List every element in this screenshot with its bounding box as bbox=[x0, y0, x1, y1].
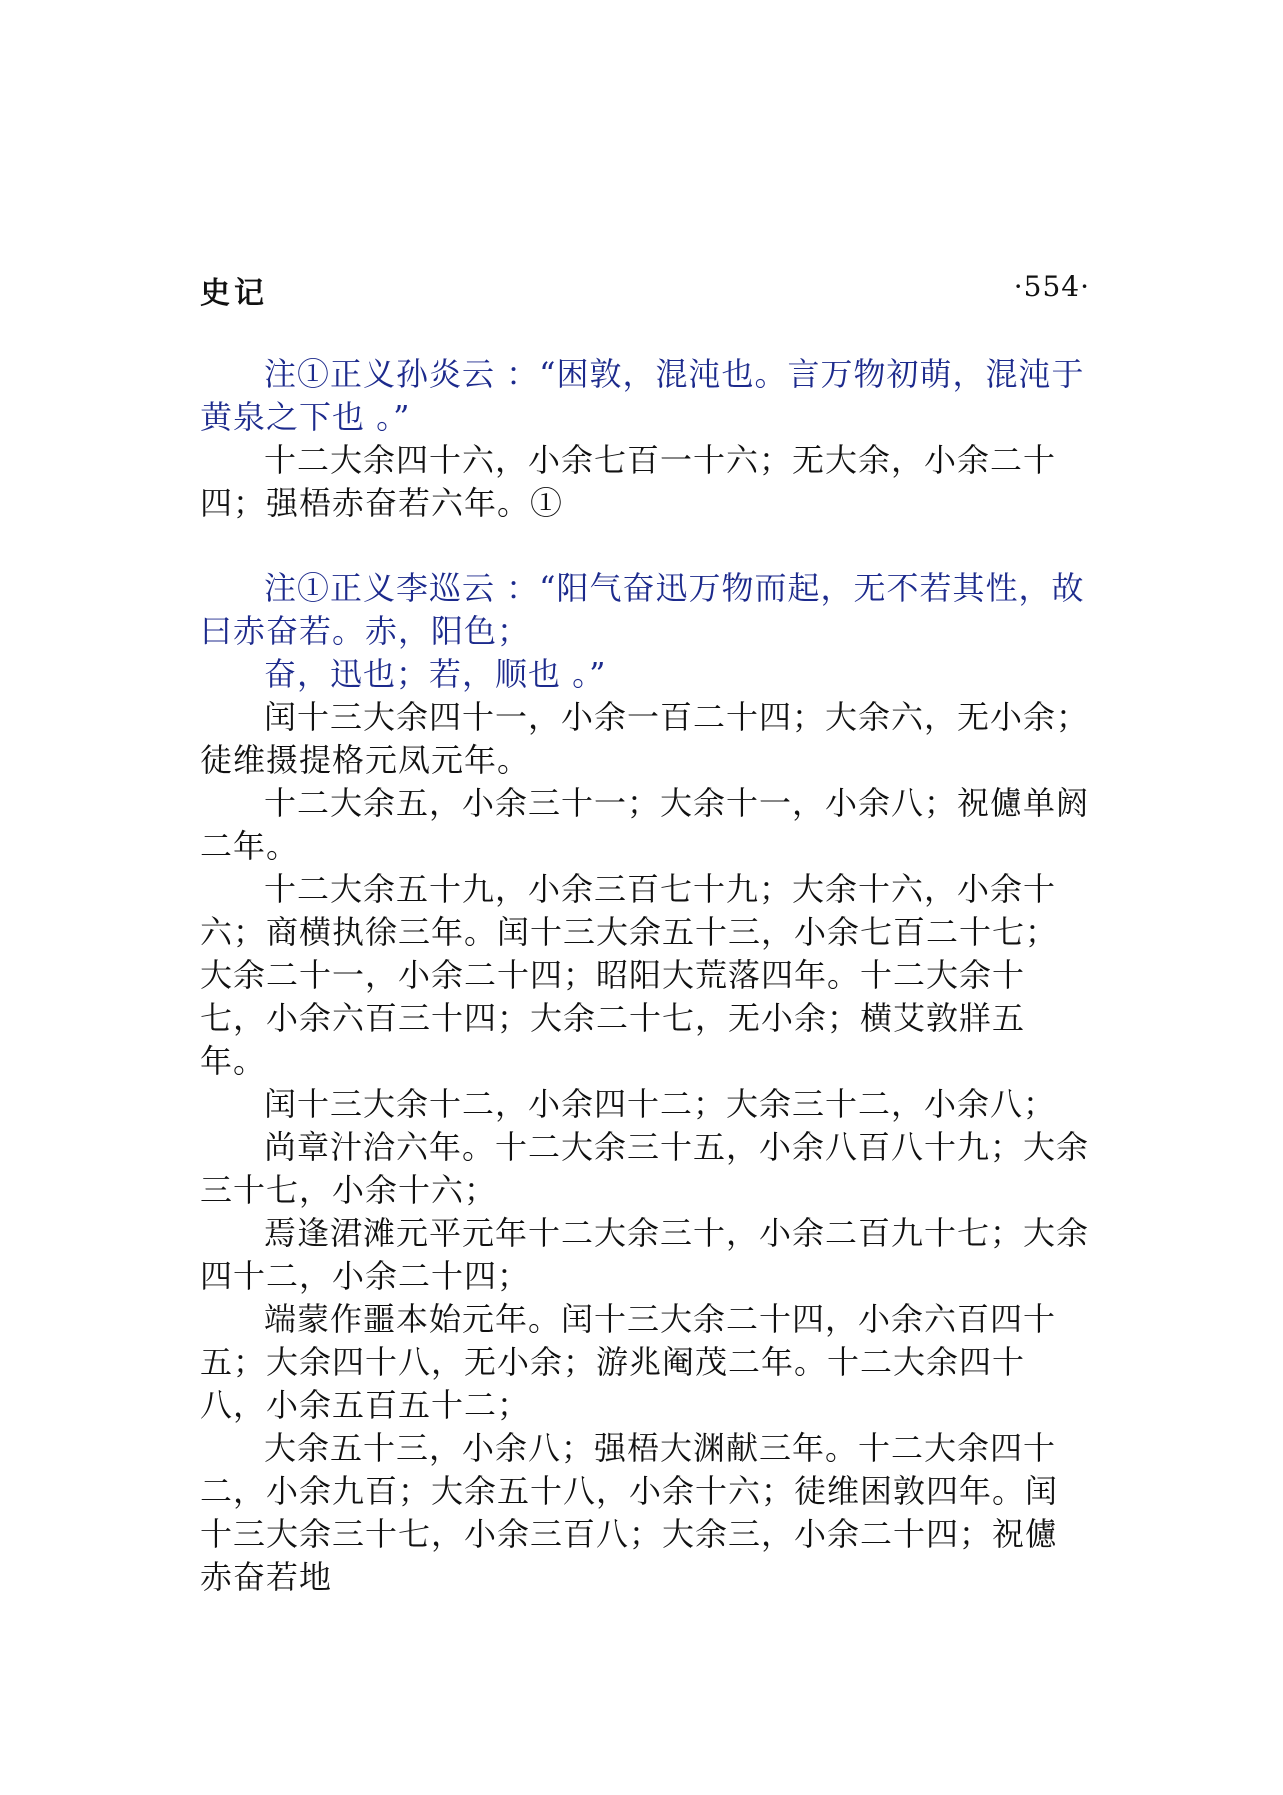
body-paragraph: 大余五十三，小余八；强梧大渊献三年。十二大余四十二，小余九百；大余五十八，小余十六；徒维困敦四年。闰十三大余三十七，小余三百八；大余三，小余二十四；祝儢赤奋若地 bbox=[200, 1429, 1059, 1596]
annotation-note-continued: 奋，迅也；若，顺也 。” bbox=[264, 655, 607, 693]
body-paragraph: 闰十三大余十二，小余四十二；大余三十二，小余八； bbox=[264, 1085, 1057, 1123]
body-paragraph: 闰十三大余四十一，小余一百二十四；大余六，无小余；徒维摄提格元凤元年。 bbox=[200, 698, 1090, 779]
page-number: ·554· bbox=[1013, 270, 1090, 303]
body-text bbox=[200, 353, 1090, 1599]
body-paragraph: 端蒙作噩本始元年。闰十三大余二十四，小余六百四十五；大余四十八，无小余；游兆阉茂二年。十二大余四十八，小余五百五十二； bbox=[200, 1300, 1057, 1424]
body-paragraph: 尚章汁洽六年。十二大余三十五，小余八百八十九；大余三十七，小余十六； bbox=[200, 1128, 1090, 1209]
paragraph-gap bbox=[200, 525, 1090, 567]
body-paragraph: 焉逢涒滩元平元年十二大余三十，小余二百九十七；大余四十二，小余二十四； bbox=[200, 1214, 1090, 1295]
body-paragraph: 十二大余五，小余三十一；大余十一，小余八；祝儢单阏二年。 bbox=[200, 784, 1090, 865]
book-title: 史记 bbox=[200, 276, 268, 311]
body-paragraph: 十二大余五十九，小余三百七十九；大余十六，小余十六；商横执徐三年。闰十三大余五十三，小余七百二十七；大余二十一，小余二十四；昭阳大荒落四年。十二大余十七，小余六百三十四；大余二十七，无小余；横艾敦牂五年。 bbox=[200, 870, 1059, 1080]
body-paragraph: 十二大余四十六，小余七百一十六；无大余，小余二十四；强梧赤奋若六年。① bbox=[200, 441, 1057, 522]
annotation-note: 注①正义孙炎云 ：“困敦，混沌也。言万物初萌，混沌于黄泉之下也 。” bbox=[200, 355, 1085, 436]
annotation-note: 注①正义李巡云 ：“阳气奋迅万物而起，无不若其性，故曰赤奋若。赤，阳色； bbox=[200, 569, 1085, 650]
page-header bbox=[200, 268, 1090, 312]
